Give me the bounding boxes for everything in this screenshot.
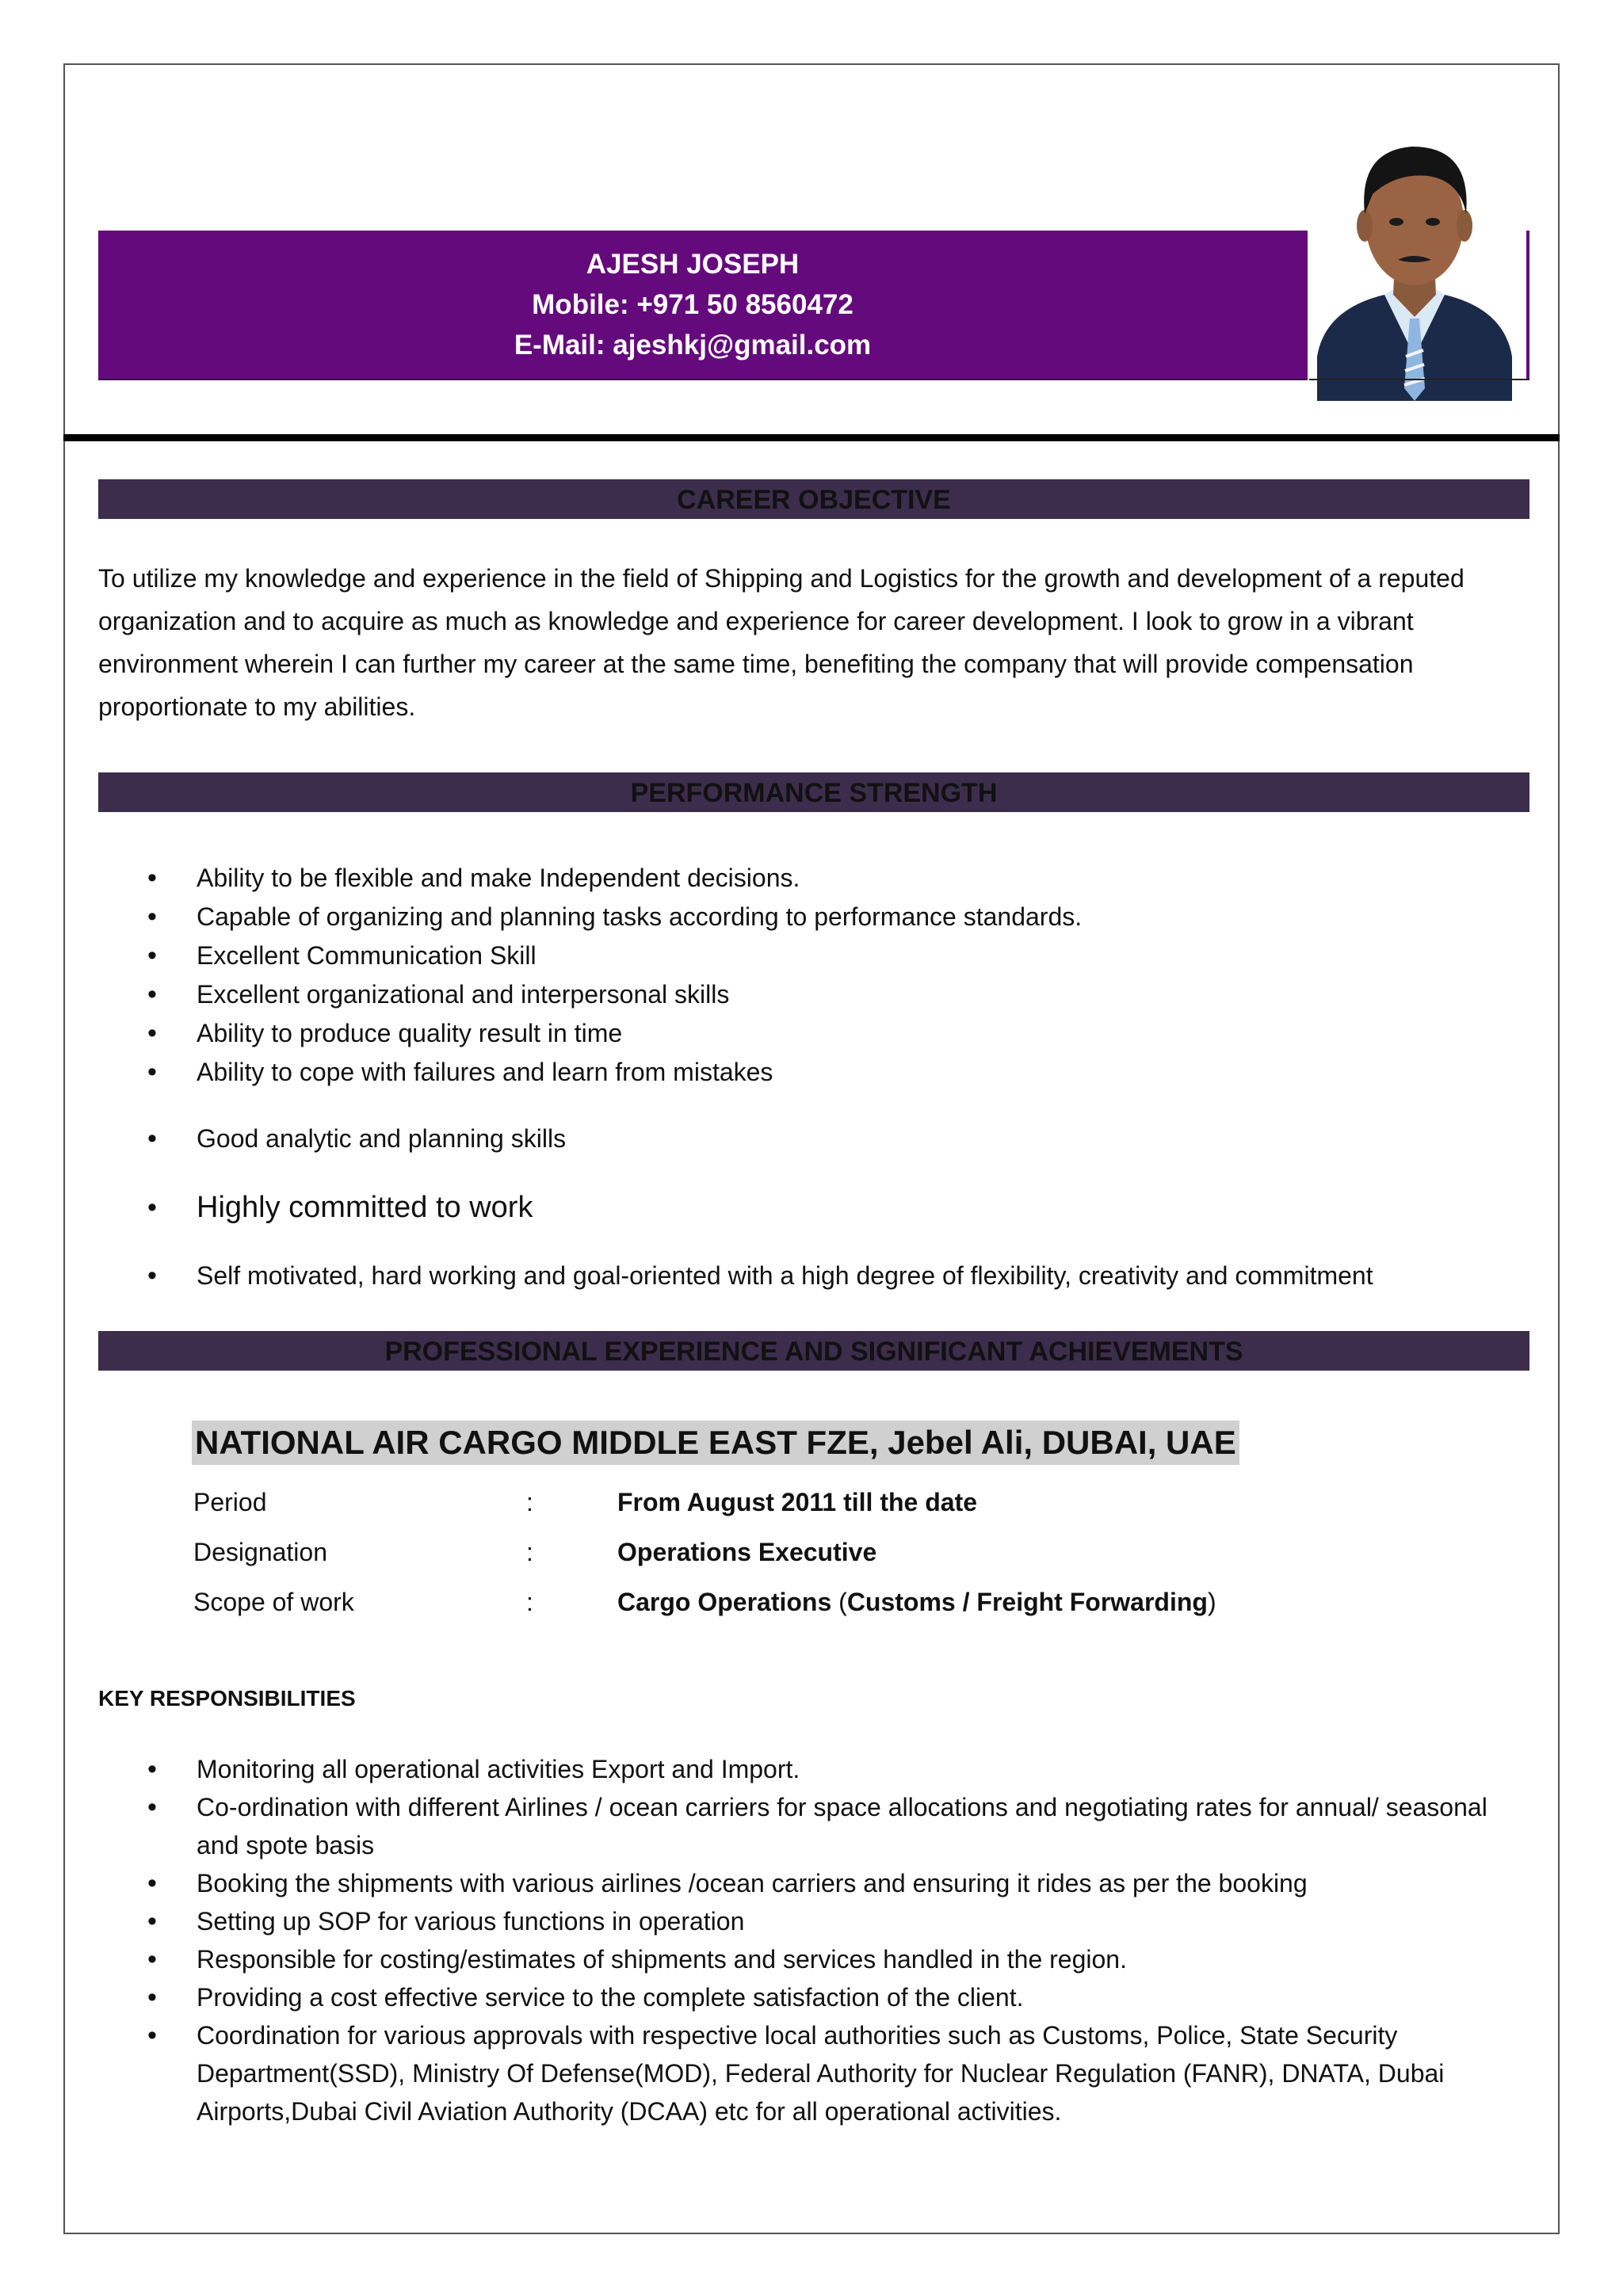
- header-underline: [1309, 379, 1529, 380]
- candidate-name: AJESH JOSEPH: [586, 249, 800, 280]
- period-value: From August 2011 till the date: [617, 1488, 978, 1516]
- separator: :: [526, 1488, 533, 1516]
- list-item: • Capable of organizing and planning tasks according to performance standards.: [98, 898, 1529, 936]
- list-item: • Good analytic and planning skills: [98, 1119, 1529, 1158]
- strengths-list: [98, 859, 1529, 1295]
- company-name: NATIONAL AIR CARGO MIDDLE EAST FZE, Jebel Ali, DUBAI, UAE: [192, 1421, 1239, 1465]
- list-item: • Responsible for costing/estimates of shipments and services handled in the region.: [98, 1940, 1529, 1978]
- mobile-number: Mobile: +971 50 8560472: [532, 289, 854, 320]
- scope-value-detail: Customs / Freight Forwarding: [846, 1588, 1208, 1616]
- section-heading-performance-strength: PERFORMANCE STRENGTH: [98, 772, 1529, 812]
- responsibilities-list: [98, 1750, 1529, 2130]
- separator: :: [526, 1588, 533, 1616]
- list-item: • Booking the shipments with various airlines /ocean carriers and ensuring it rides as per the booking: [98, 1864, 1529, 1902]
- email-address: E-Mail: ajeshkj@gmail.com: [514, 330, 872, 360]
- list-item: • Ability to cope with failures and learn from mistakes: [98, 1053, 1529, 1092]
- designation-value: Operations Executive: [617, 1538, 877, 1566]
- key-responsibilities-heading: KEY RESPONSIBILITIES: [98, 1686, 356, 1711]
- scope-paren-close: ): [1207, 1588, 1216, 1616]
- header-divider: [63, 434, 1560, 441]
- list-item: • Ability to be flexible and make Independent decisions.: [98, 859, 1529, 898]
- scope-value: [617, 1586, 1216, 1618]
- scope-paren-open: (: [831, 1588, 847, 1616]
- list-item: • Co-ordination with different Airlines / ocean carriers for space allocations and negotiating rates for annual/ seasonal and spote basis: [98, 1788, 1529, 1864]
- list-item: • Monitoring all operational activities Export and Import.: [98, 1750, 1529, 1788]
- list-item: • Coordination for various approvals with respective local authorities such as Customs, Police, State Security Department(SSD), Ministry Of Defense(MOD), Federal Authority for Nuclear Regulation (FANR), DNATA, Dubai Airports,Dubai Civil Aviation Authority (DCAA) etc for all operational activities.: [98, 2016, 1529, 2130]
- list-item: • Self motivated, hard working and goal-oriented with a high degree of flexibility, creativity and commitment: [98, 1257, 1529, 1295]
- list-item: • Highly committed to work: [98, 1188, 1529, 1227]
- career-objective-text: To utilize my knowledge and experience in the field of Shipping and Logistics for the growth and development of a reputed organization and to acquire as much as knowledge and experience for career development. I look to grow in a vibrant environment wherein I can further my career at the same time, benefiting the company that will provide compensation proportionate to my abilities.: [98, 564, 1465, 721]
- section-heading-career-objective: CAREER OBJECTIVE: [98, 479, 1529, 519]
- profile-photo: [1309, 119, 1520, 401]
- scope-label: Scope of work: [193, 1588, 354, 1616]
- header-band-edge: [1526, 231, 1529, 379]
- list-item: • Excellent Communication Skill: [98, 936, 1529, 975]
- scope-value-main: Cargo Operations: [617, 1588, 832, 1616]
- list-item: • Excellent organizational and interpersonal skills: [98, 975, 1529, 1014]
- separator: :: [526, 1538, 533, 1566]
- section-heading-experience: PROFESSIONAL EXPERIENCE AND SIGNIFICANT ACHIEVEMENTS: [98, 1331, 1529, 1371]
- list-item: • Providing a cost effective service to the complete satisfaction of the client.: [98, 1978, 1529, 2016]
- designation-label: Designation: [193, 1538, 327, 1566]
- list-item: • Ability to produce quality result in time: [98, 1014, 1529, 1053]
- contact-header: [98, 231, 1287, 379]
- period-label: Period: [193, 1488, 267, 1516]
- list-item: • Setting up SOP for various functions in operation: [98, 1902, 1529, 1940]
